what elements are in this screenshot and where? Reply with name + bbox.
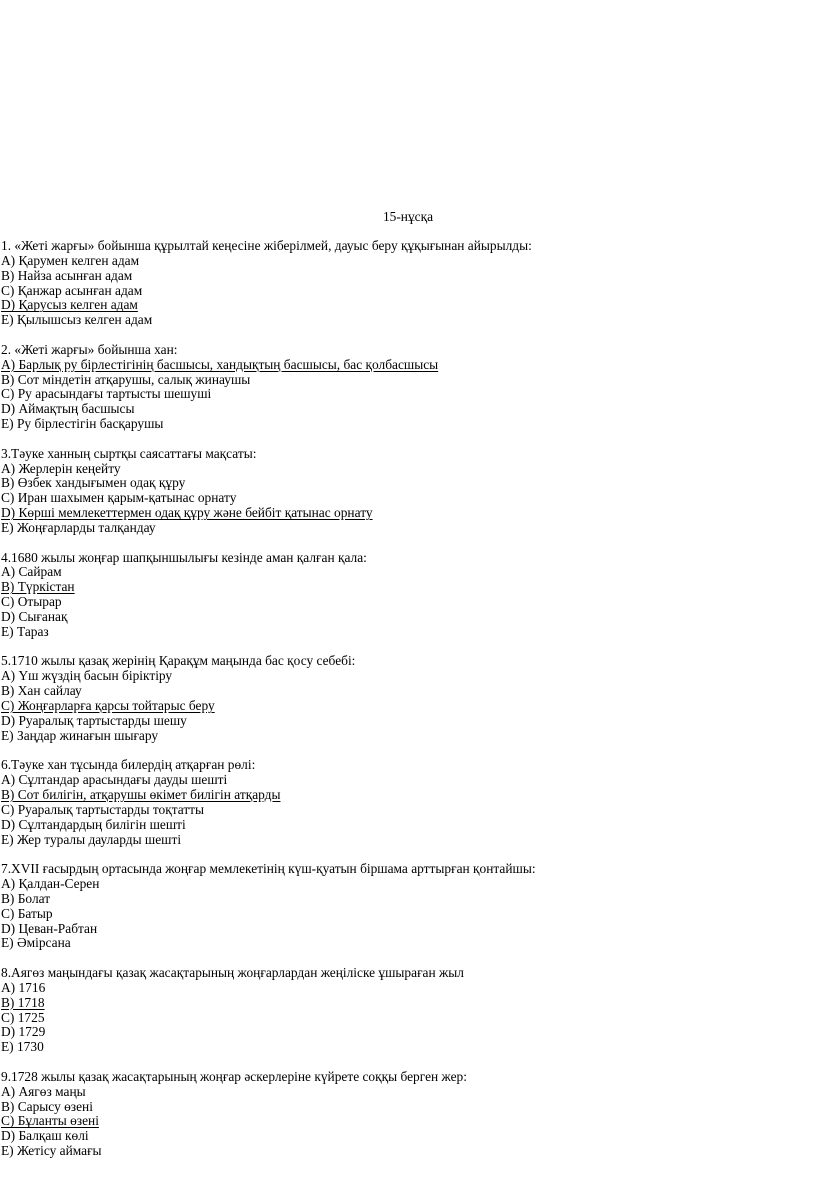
answer-option-line [1, 773, 801, 788]
question-block [1, 654, 801, 743]
answer-option-line [1, 1025, 801, 1040]
answer-option-line [1, 1085, 801, 1100]
answer-option-line [1, 788, 801, 803]
answer-option-line [1, 1114, 801, 1129]
answer-option-correct: D) Қарусыз келген адам [1, 297, 138, 313]
answer-option-line [1, 491, 801, 506]
answer-option-line [1, 373, 801, 388]
answer-option-line [1, 1011, 801, 1026]
answer-option: D) Балқаш көлі [1, 1128, 89, 1144]
answer-option-line [1, 714, 801, 729]
question-text: 1. «Жеті жарғы» бойынша құрылтай кеңесіне жіберілмей, дауыс беру құқығынан айырылды: [1, 238, 532, 253]
answer-option: B) Хан сайлау [1, 683, 82, 699]
answer-option-line [1, 669, 801, 684]
question-block [1, 551, 801, 640]
answer-option: E) 1730 [1, 1039, 44, 1055]
answer-option-line [1, 729, 801, 744]
answer-option: D) Сұлтандардың билігін шешті [1, 816, 186, 832]
answer-option: D) 1729 [1, 1024, 46, 1040]
answer-option: C) Батыр [1, 905, 53, 921]
answer-option-line [1, 833, 801, 848]
answer-option: B) Сарысу өзені [1, 1098, 93, 1114]
answer-option-line [1, 996, 801, 1011]
answer-option-line [1, 818, 801, 833]
answer-option-line [1, 892, 801, 907]
answer-option-correct: B) Түркістан [1, 579, 75, 595]
answer-option: B) Өзбек хандығымен одақ құру [1, 475, 186, 491]
question-text: 3.Тәуке ханның сыртқы саясаттағы мақсаты: [1, 445, 257, 461]
answer-option: D) Цеван-Рабтан [1, 920, 98, 936]
answer-option-line [1, 803, 801, 818]
answer-option-line [1, 298, 801, 313]
answer-option: E) Жер туралы дауларды шешті [1, 831, 182, 847]
answer-option-correct: A) Барлық ру бірлестігінің басшысы, хандықтың басшысы, бас қолбасшысы [1, 356, 439, 372]
answer-option: C) Отырар [1, 594, 62, 610]
answer-option: E) Жетісу аймағы [1, 1143, 102, 1159]
answer-option: D) Сығанақ [1, 608, 68, 624]
answer-option-line [1, 684, 801, 699]
answer-option: C) Иран шахымен қарым-қатынас орнату [1, 490, 237, 506]
answer-option-correct: C) Жоңғарларға қарсы тойтарыс беру [1, 697, 215, 713]
question-text: 6.Тәуке хан тұсында билердің атқарған рөлі: [1, 757, 256, 773]
answer-option-line [1, 1129, 801, 1144]
answer-option: C) Ру арасындағы тартысты шешуші [1, 386, 212, 402]
answer-option-line [1, 313, 801, 328]
answer-option-line [1, 284, 801, 299]
question-block [1, 239, 801, 328]
question-block [1, 1070, 801, 1159]
question-text: 8.Аягөз маңындағы қазақ жасақтарының жоңғарлардан жеңіліске ұшыраған жыл [1, 965, 464, 981]
answer-option-line [1, 922, 801, 937]
answer-option-line [1, 521, 801, 536]
answer-option: E) Әмірсана [1, 935, 71, 951]
answer-option-correct: B) Сот билігін, атқарушы өкімет билігін атқарды [1, 786, 281, 802]
answer-option: B) Сот міндетін атқарушы, салық жинаушы [1, 371, 251, 387]
answer-option-line [1, 1040, 801, 1055]
answer-option: B) Болат [1, 890, 51, 906]
answer-option-correct: B) 1718 [1, 994, 45, 1010]
answer-option: A) Үш жүздің басын біріктіру [1, 668, 173, 684]
answer-option-line [1, 506, 801, 521]
answer-option-line [1, 462, 801, 477]
answer-option-line [1, 699, 801, 714]
question-text: 7.XVII ғасырдың ортасында жоңғар мемлекетінің күш-қуатын біршама арттырған қонтайшы: [1, 861, 536, 877]
answer-option-line [1, 476, 801, 491]
question-block [1, 343, 801, 432]
answer-option-line [1, 1144, 801, 1159]
answer-option: A) Қалдан-Серен [1, 876, 100, 891]
answer-option: D) Аймақтың басшысы [1, 401, 135, 417]
answer-option-line [1, 402, 801, 417]
question-block [1, 758, 801, 847]
answer-option: A) Сұлтандар арасындағы дауды шешті [1, 772, 228, 788]
answer-option: B) Найза асынған адам [1, 267, 133, 283]
answer-option: A) 1716 [1, 979, 46, 995]
answer-option-line [1, 580, 801, 595]
answer-option: A) Жерлерін кеңейту [1, 460, 121, 476]
answer-option-line [1, 269, 801, 284]
question-list [1, 239, 801, 1174]
answer-option-line [1, 610, 801, 625]
answer-option-line [1, 254, 801, 269]
answer-option-correct: D) Көрші мемлекеттермен одақ құру және бейбіт қатынас орнату [1, 505, 373, 521]
answer-option-line [1, 387, 801, 402]
answer-option-line [1, 595, 801, 610]
answer-option-line [1, 625, 801, 640]
answer-option-line [1, 417, 801, 432]
answer-option: E) Жоңғарларды талқандау [1, 519, 156, 535]
answer-option: E) Заңдар жинағын шығару [1, 727, 159, 743]
page-title: 15-нұсқа [382, 209, 434, 224]
answer-option: C) 1725 [1, 1009, 45, 1025]
answer-option: A) Сайрам [1, 564, 62, 580]
answer-option-line [1, 358, 801, 373]
answer-option: A) Аягөз маңы [1, 1083, 86, 1099]
answer-option: D) Руаралық тартыстарды шешу [1, 712, 187, 728]
answer-option-line [1, 1100, 801, 1115]
answer-option-line [1, 907, 801, 922]
answer-option: E) Қылышсыз келген адам [1, 312, 153, 328]
answer-option-correct: C) Бұланты өзені [1, 1113, 99, 1129]
question-text: 4.1680 жылы жоңғар шапқыншылығы кезінде аман қалған қала: [1, 549, 367, 565]
question-block [1, 447, 801, 536]
question-block [1, 862, 801, 951]
question-text: 2. «Жеті жарғы» бойынша хан: [1, 341, 178, 357]
answer-option: A) Қарумен келген адам [1, 252, 140, 268]
answer-option: E) Тараз [1, 623, 49, 639]
answer-option-line [1, 981, 801, 996]
question-text: 5.1710 жылы қазақ жерінің Қарақұм маңында бас қосу себебі: [1, 653, 356, 669]
answer-option-line [1, 936, 801, 951]
answer-option: C) Руаралық тартыстарды тоқтатты [1, 801, 205, 817]
answer-option: E) Ру бірлестігін басқарушы [1, 416, 164, 432]
answer-option-line [1, 565, 801, 580]
answer-option-line [1, 877, 801, 892]
question-block [1, 966, 801, 1055]
answer-option: C) Қанжар асынған адам [1, 282, 143, 298]
question-text: 9.1728 жылы қазақ жасақтарының жоңғар әскерлеріне күйрете соққы берген жер: [1, 1068, 467, 1084]
